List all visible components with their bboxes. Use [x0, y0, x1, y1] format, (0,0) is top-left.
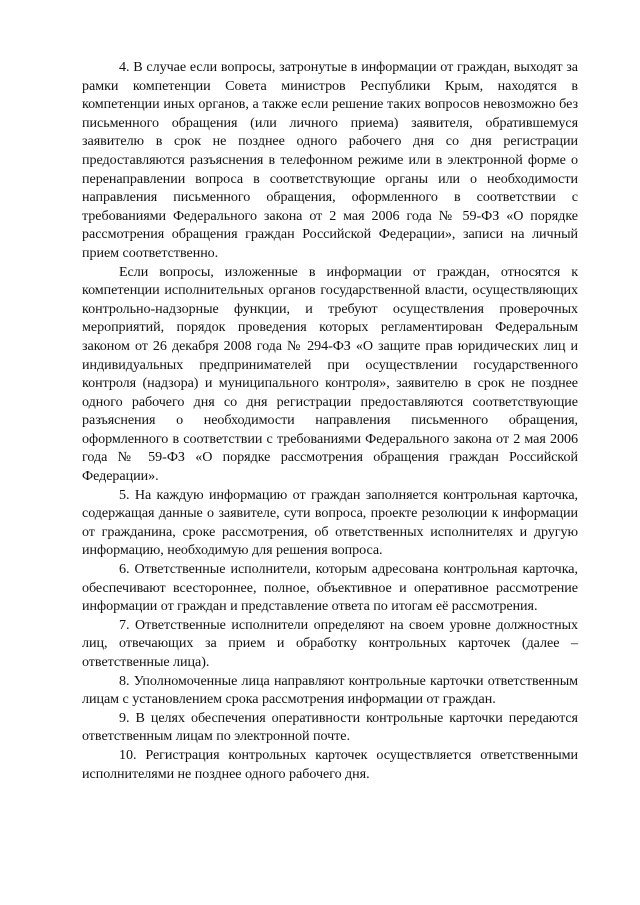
paragraph-4: 4. В случае если вопросы, затронутые в информации от граждан, выходят за рамки компетенции Совета министров Республики Крым, находятся в компетенции иных органов, а также если решение таких вопросов невозможно без письменного обращения (или личного приема) заявителя, обратившемуся заявителю в срок не позднее одного рабочего дня со дня регистрации предоставляются разъяснения в телефонном режиме или в электронной форме о перенаправлении вопроса в соответствующие органы или о необходимости направления письменного обращения, оформленного в соответствии с требованиями Федерального закона от 2 мая 2006 года № 59-ФЗ «О порядке рассмотрения обращения граждан Российской Федерации», записи на личный прием соответственно. — [82, 59, 578, 261]
paragraph-6: 6. Ответственные исполнители, которым адресована контрольная карточка, обеспечивают всестороннее, полное, объективное и оперативное рассмотрение информации от граждан и представление ответа по итогам её рассмотрения. — [82, 561, 578, 615]
paragraph-10: 10. Регистрация контрольных карточек осуществляется ответственными исполнителями не позднее одного рабочего дня. — [82, 746, 578, 782]
paragraph-7: 7. Ответственные исполнители определяют на своем уровне должностных лиц, отвечающих за прием и обработку контрольных карточек (далее – ответственные лица). — [82, 616, 578, 670]
paragraph-8: 8. Уполномоченные лица направляют контрольные карточки ответственным лицам с установлением срока рассмотрения информации от граждан. — [82, 672, 578, 708]
paragraph-5: 5. На каждую информацию от граждан заполняется контрольная карточка, содержащая данные о заявителе, сути вопроса, проекте резолюции к информации от гражданина, сроке рассмотрения, об ответственных исполнителях и другую информацию, необходимую для решения вопроса. — [82, 486, 578, 559]
paragraph-4-continued: Если вопросы, изложенные в информации от граждан, относятся к компетенции исполнительных органов государственной власти, осуществляющих контрольно-надзорные функции, и требуют осуществления проверочных мероприятий, порядок проведения которых регламентирован Федеральным законом от 26 декабря 2008 года № 294-ФЗ «О защите прав юридических лиц и индивидуальных предпринимателей при осуществлении государственного контроля (надзора) и муниципального контроля», заявителю в срок не позднее одного рабочего дня со дня регистрации предоставляются соответствующие разъяснения о необходимости направления письменного обращения, оформленного в соответствии с требованиями Федерального закона от 2 мая 2006 года № 59-ФЗ «О порядке рассмотрения обращения граждан Российской Федерации». — [82, 263, 578, 485]
paragraph-9: 9. В целях обеспечения оперативности контрольные карточки передаются ответственным лицам по электронной почте. — [82, 709, 578, 745]
